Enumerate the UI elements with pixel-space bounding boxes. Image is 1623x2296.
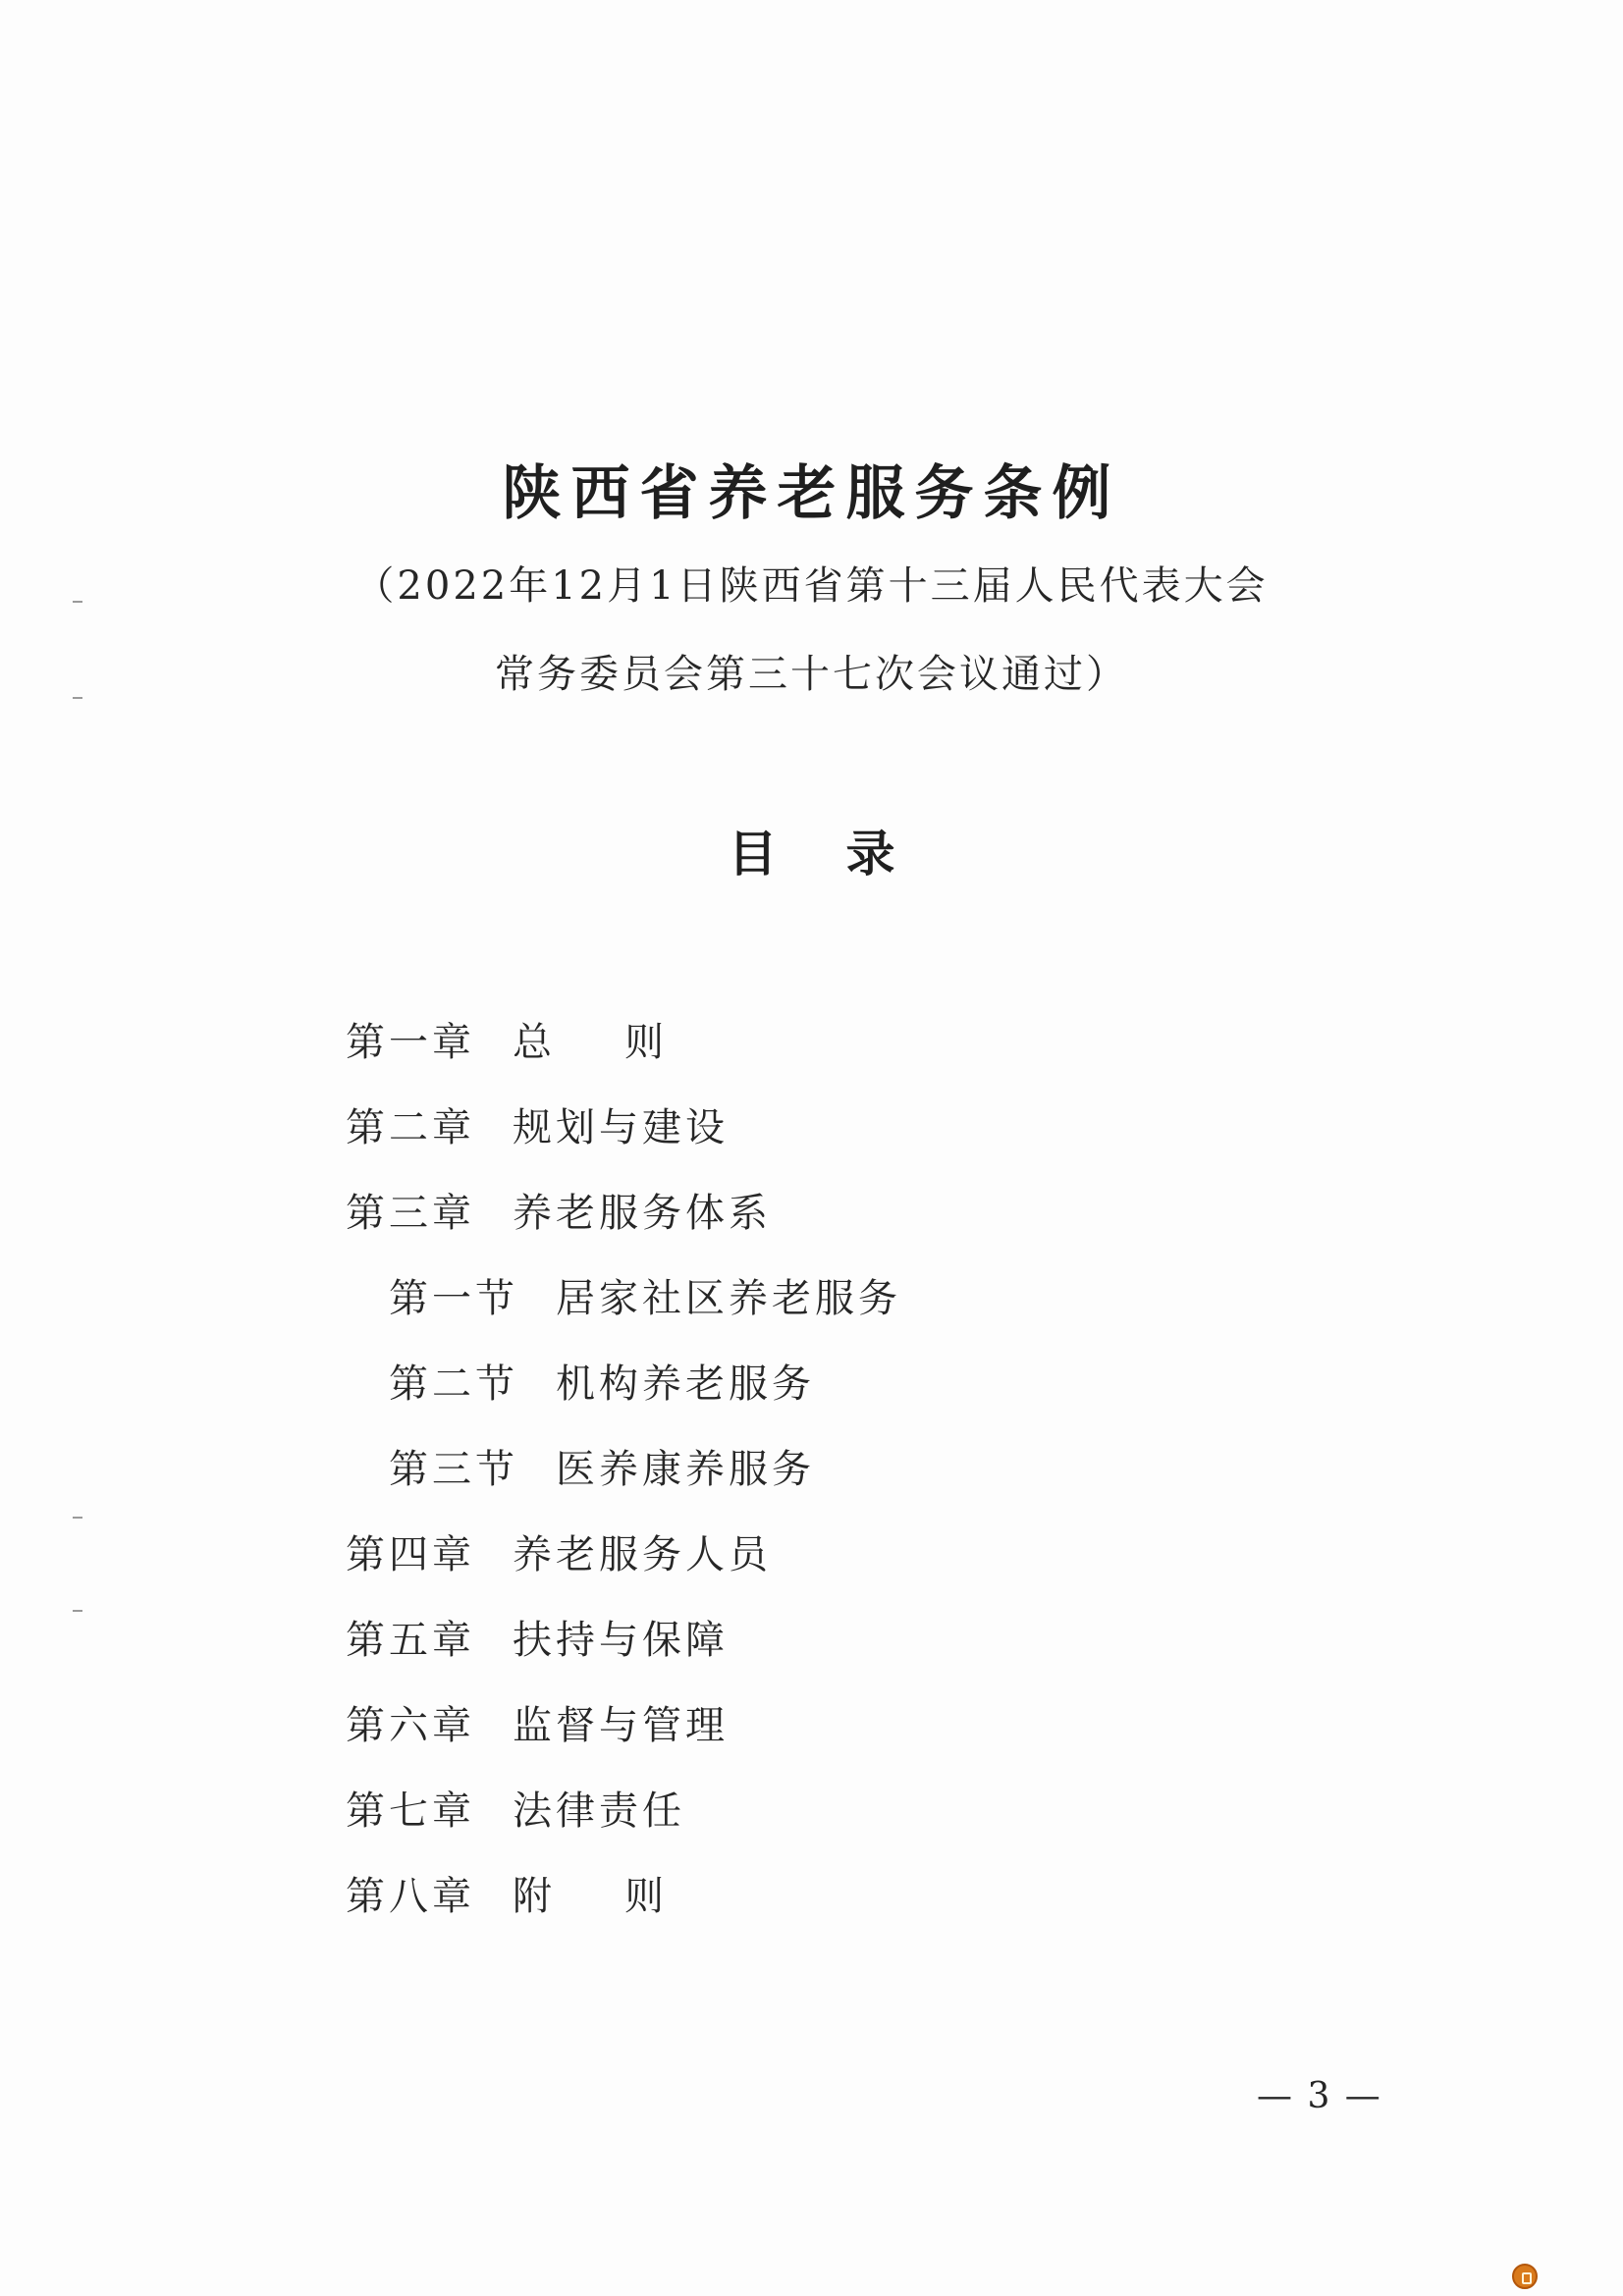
toc-entry-section-1 [389,1267,901,1323]
toc-entry-label: 第一章 [346,1020,475,1065]
scan-margin-mark [73,1517,82,1519]
toc-entry-chapter-7 [346,1780,685,1836]
toc-entry-label: 第七章 [346,1789,475,1834]
toc-entry-name: 居家社区养老服务 [556,1276,901,1321]
toc-entry-label: 第四章 [346,1532,475,1577]
toc-entry-name: 监督与管理 [513,1703,729,1748]
toc-entry-label: 第八章 [346,1874,475,1919]
toc-entry-label: 第一节 [389,1276,518,1321]
toc-entry-label: 第三节 [389,1447,518,1492]
toc-entry-chapter-6 [346,1694,729,1750]
toc-entry-chapter-4 [346,1523,772,1579]
toc-entry-name: 养老服务人员 [513,1532,772,1577]
scan-margin-mark [73,1610,82,1612]
toc-entry-label: 第五章 [346,1618,475,1663]
toc-heading: 目录 [728,826,964,882]
document-title: 陕西省养老服务条例 [502,459,1121,528]
toc-entry-name: 扶持与保障 [513,1618,729,1663]
adoption-note-line-1: （2022年12月1日陕西省第十三届人民代表大会 [354,563,1269,609]
toc-entry-chapter-3 [346,1182,772,1238]
official-seal-icon [1512,2264,1538,2289]
toc-entry-name: 医养康养服务 [556,1447,815,1492]
toc-entry-chapter-5 [346,1609,729,1665]
toc-entry-chapter-8 [346,1865,736,1921]
toc-entry-name: 法律责任 [513,1789,685,1834]
toc-entry-name: 养老服务体系 [513,1191,772,1236]
toc-entry-label: 第三章 [346,1191,475,1236]
toc-entry-name: 机构养老服务 [556,1362,815,1407]
toc-entry-name: 规划与建设 [513,1105,729,1150]
toc-entry-section-2 [389,1353,815,1409]
toc-entry-section-3 [389,1438,815,1494]
adoption-note-line-2: 常务委员会第三十七次会议通过） [495,652,1128,697]
toc-entry-name: 附则 [513,1874,736,1919]
page-number: — 3 — [1257,2076,1382,2116]
toc-entry-name: 总则 [513,1020,736,1065]
toc-entry-chapter-1 [346,1011,736,1067]
toc-entry-chapter-2 [346,1096,729,1152]
toc-entry-label: 第六章 [346,1703,475,1748]
toc-entry-label: 第二节 [389,1362,518,1407]
toc-entry-label: 第二章 [346,1105,475,1150]
